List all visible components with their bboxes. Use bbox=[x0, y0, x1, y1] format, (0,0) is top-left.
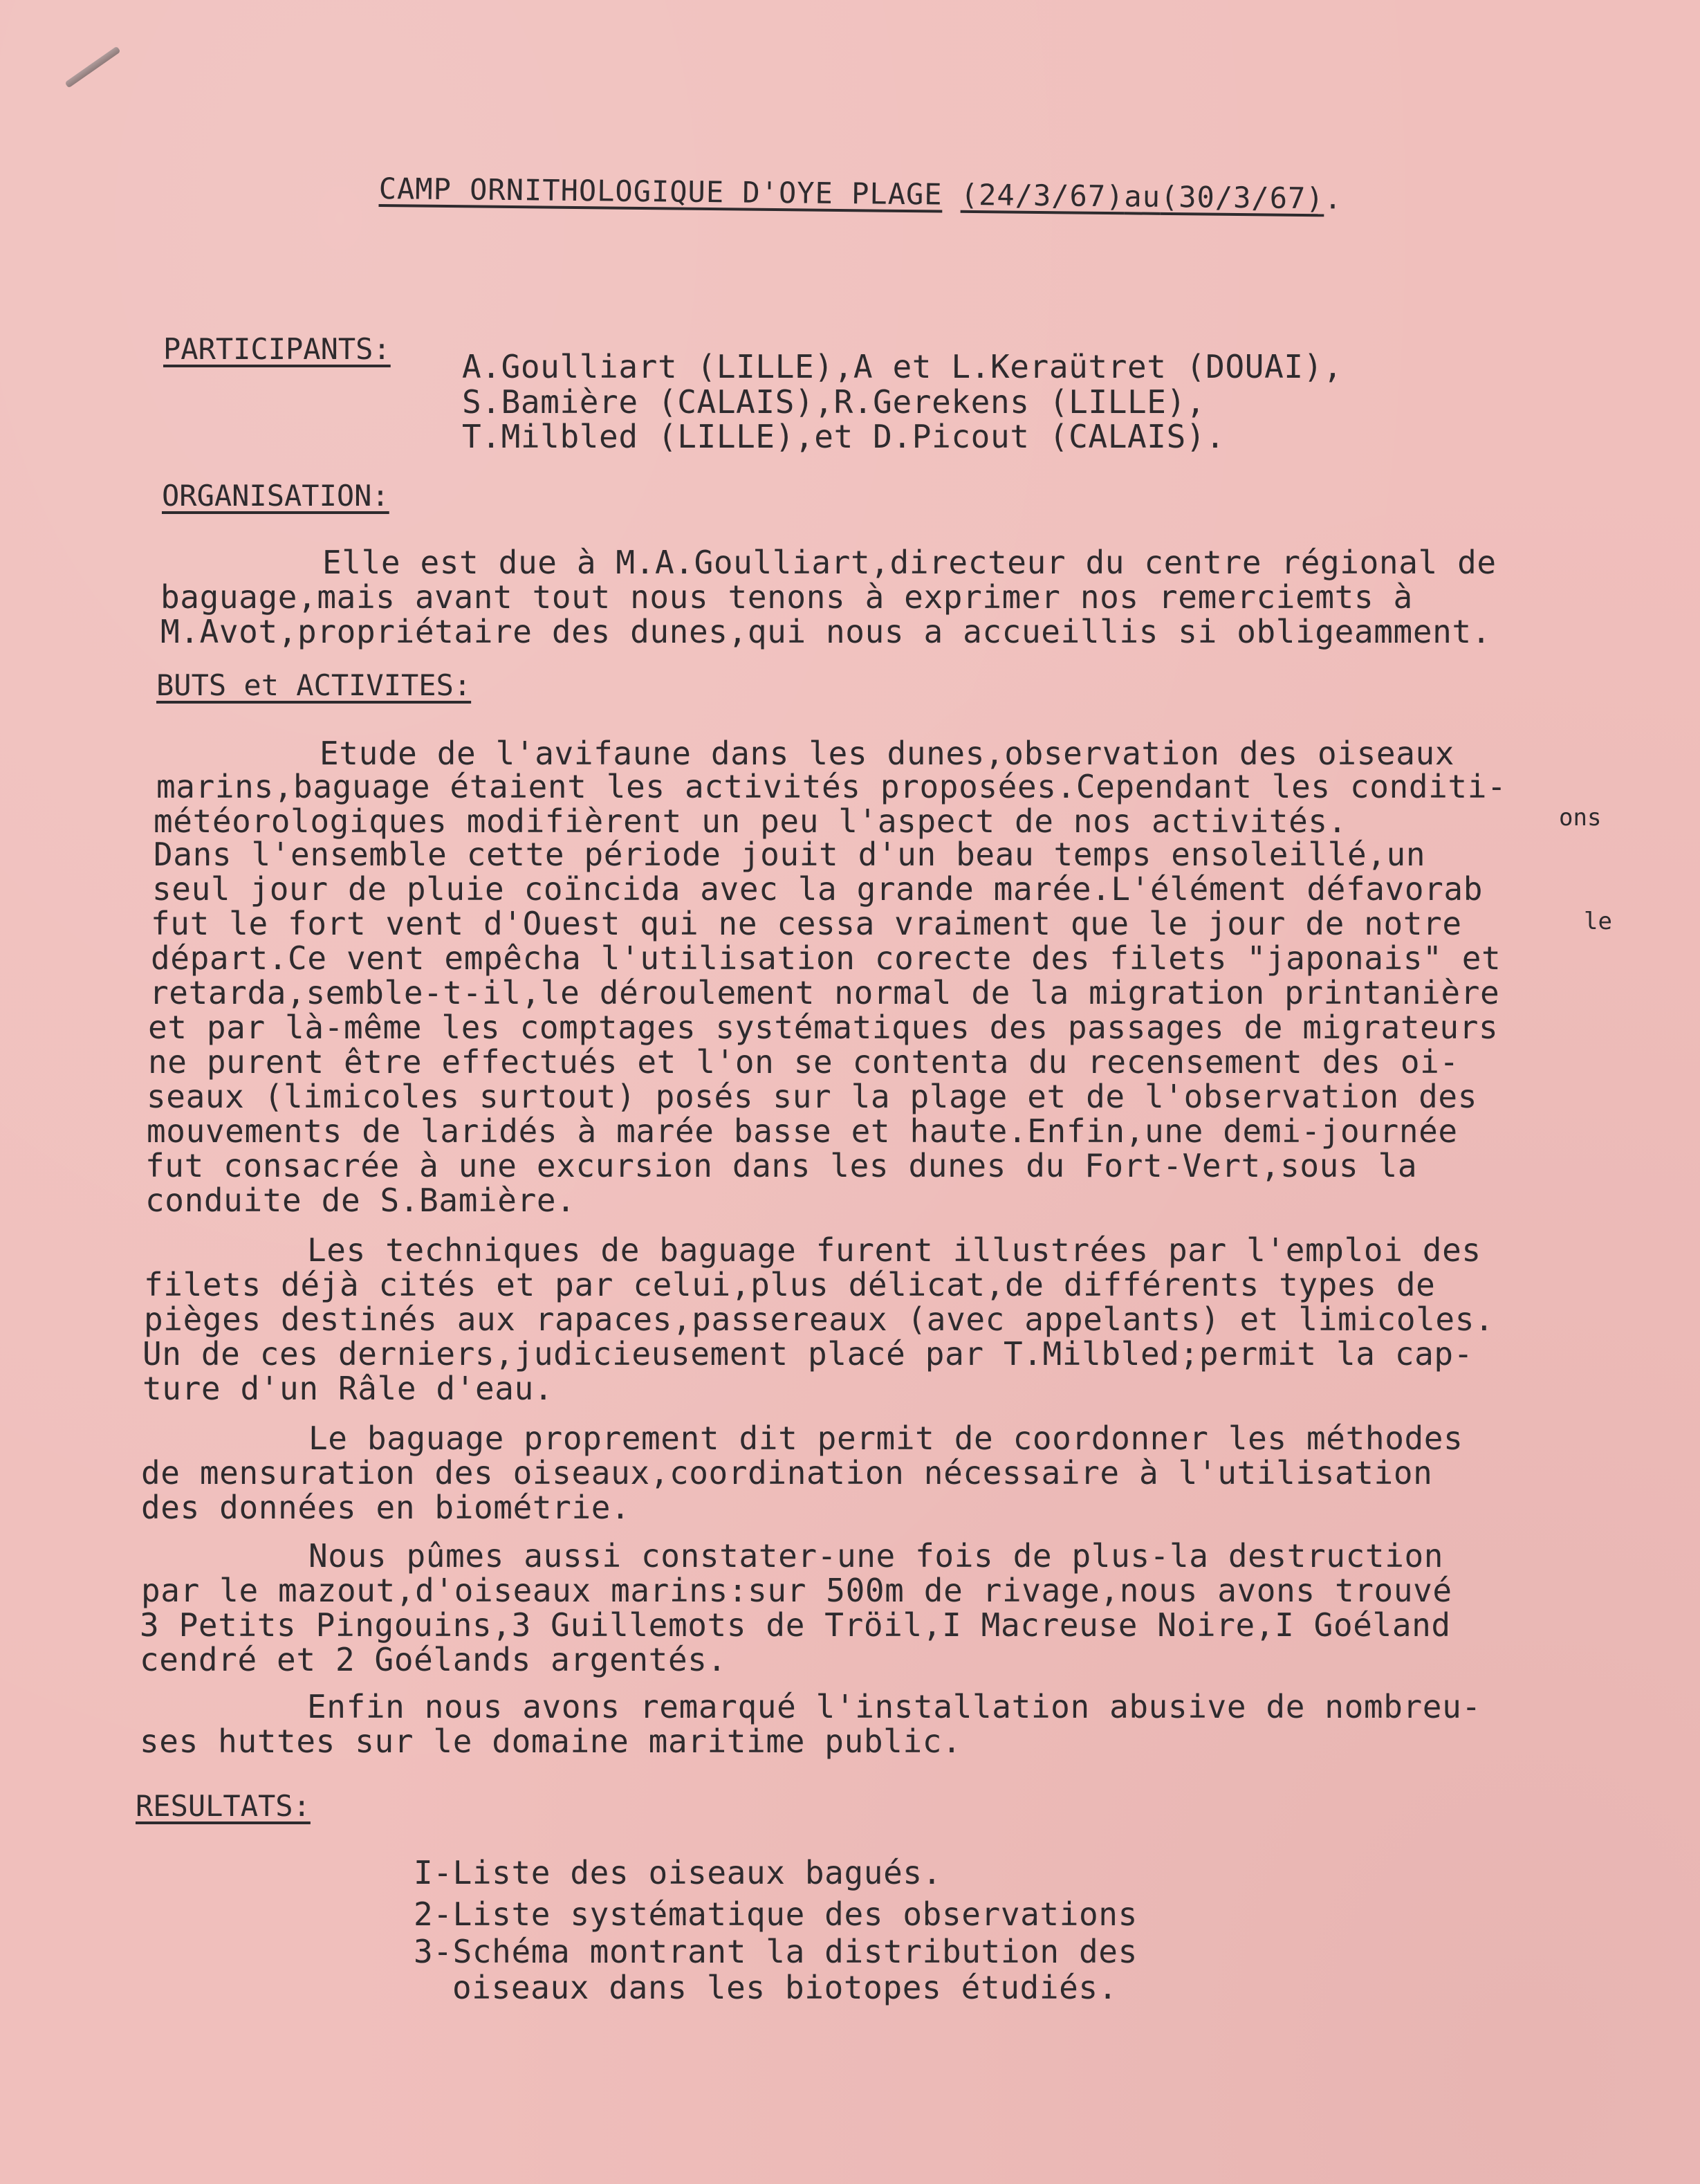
buts-line: 3 Petits Pingouins,3 Guillemots de Tröil,I Macreuse Noire,I Goéland bbox=[140, 1606, 1451, 1644]
title-date-end: (30/3/67) bbox=[1160, 179, 1324, 216]
participants-line: T.Milbled (LILLE),et D.Picout (CALAIS). bbox=[462, 418, 1226, 455]
staple-mark bbox=[64, 46, 120, 89]
buts-line: cendré et 2 Goélands argentés. bbox=[140, 1641, 727, 1678]
document-title bbox=[378, 172, 1342, 216]
buts-line: seaux (limicoles surtout) posés sur la plage et de l'observation des bbox=[147, 1078, 1478, 1115]
participants-heading: PARTICIPANTS: bbox=[163, 332, 391, 366]
resultats-item: I-Liste des oiseaux bagués. bbox=[414, 1854, 942, 1891]
buts-line: conduite de S.Bamière. bbox=[145, 1182, 576, 1219]
buts-line: Un de ces derniers,judicieusement placé par T.Milbled;permit la cap- bbox=[142, 1335, 1474, 1373]
buts-line: mouvements de laridés à marée basse et haute.Enfin,une demi-journée bbox=[147, 1112, 1458, 1150]
buts-line: départ.Ce vent empêcha l'utilisation corecte des filets "japonais" et bbox=[151, 939, 1502, 977]
participants-line: A.Goulliart (LILLE),A et L.Keraütret (DOUAI), bbox=[462, 348, 1343, 385]
buts-line: Le baguage proprement dit permit de coordonner les méthodes bbox=[308, 1420, 1463, 1457]
buts-line: filets déjà cités et par celui,plus délicat,de différents types de bbox=[144, 1266, 1436, 1303]
organisation-line: M.Avot,propriétaire des dunes,qui nous a accueillis si obligeamment. bbox=[160, 613, 1492, 650]
buts-line: Etude de l'avifaune dans les dunes,observation des oiseaux bbox=[320, 735, 1455, 772]
buts-line: fut le fort vent d'Ouest qui ne cessa vraiment que le jour de notre bbox=[151, 905, 1462, 942]
buts-line: Nous pûmes aussi constater-une fois de plus-la destruction bbox=[308, 1537, 1444, 1575]
organisation-line: Elle est due à M.A.Goulliart,directeur du centre régional de bbox=[322, 544, 1497, 581]
buts-line: ture d'un Râle d'eau. bbox=[142, 1370, 554, 1407]
buts-line: marins,baguage étaient les activités proposées.Cependant les conditi- bbox=[156, 768, 1507, 805]
resultats-item: oiseaux dans les biotopes étudiés. bbox=[452, 1969, 1118, 2006]
resultats-heading: RESULTATS: bbox=[136, 1789, 311, 1823]
buts-line: ne purent être effectués et l'on se contenta du recensement des oi- bbox=[148, 1043, 1459, 1081]
margin-note: ons bbox=[1559, 804, 1602, 832]
buts-line: par le mazout,d'oiseaux marins:sur 500m de rivage,nous avons trouvé bbox=[141, 1572, 1452, 1609]
title-period: . bbox=[1324, 181, 1343, 216]
resultats-item: 3-Schéma montrant la distribution des bbox=[414, 1933, 1138, 1970]
buts-line: ses huttes sur le domaine maritime public. bbox=[140, 1723, 962, 1760]
buts-line: et par là-même les comptages systématiques des passages de migrateurs bbox=[148, 1009, 1499, 1046]
organisation-line: baguage,mais avant tout nous tenons à exprimer nos remerciemts à bbox=[160, 578, 1413, 616]
title-connector: au bbox=[1124, 179, 1161, 214]
margin-note: le bbox=[1584, 908, 1612, 935]
buts-line: Enfin nous avons remarqué l'installation abusive de nombreu- bbox=[307, 1688, 1481, 1725]
organisation-heading: ORGANISATION: bbox=[162, 479, 389, 513]
buts-line: Les techniques de baguage furent illustrées par l'emploi des bbox=[307, 1231, 1481, 1269]
buts-line: retarda,semble-t-il,le déroulement normal de la migration printanière bbox=[149, 974, 1500, 1011]
resultats-item: 2-Liste systématique des observations bbox=[414, 1896, 1138, 1933]
buts-line: des données en biométrie. bbox=[141, 1489, 631, 1526]
buts-heading: BUTS et ACTIVITES: bbox=[156, 668, 472, 702]
buts-line: Dans l'ensemble cette période jouit d'un beau temps ensoleillé,un bbox=[154, 836, 1426, 873]
buts-line: seul jour de pluie coïncida avec la grande marée.L'élément défavorab bbox=[152, 870, 1484, 908]
participants-line: S.Bamière (CALAIS),R.Gerekens (LILLE), bbox=[462, 383, 1206, 421]
buts-line: pièges destinés aux rapaces,passereaux (avec appelants) et limicoles. bbox=[144, 1301, 1495, 1338]
title-date-start: (24/3/67) bbox=[960, 177, 1125, 214]
title-main: CAMP ORNITHOLOGIQUE D'OYE PLAGE bbox=[378, 172, 943, 212]
buts-line: de mensuration des oiseaux,coordination nécessaire à l'utilisation bbox=[141, 1454, 1433, 1492]
buts-line: fut consacrée à une excursion dans les dunes du Fort-Vert,sous la bbox=[145, 1147, 1418, 1184]
buts-line: météorologiques modifièrent un peu l'aspect de nos activités. bbox=[154, 802, 1347, 840]
